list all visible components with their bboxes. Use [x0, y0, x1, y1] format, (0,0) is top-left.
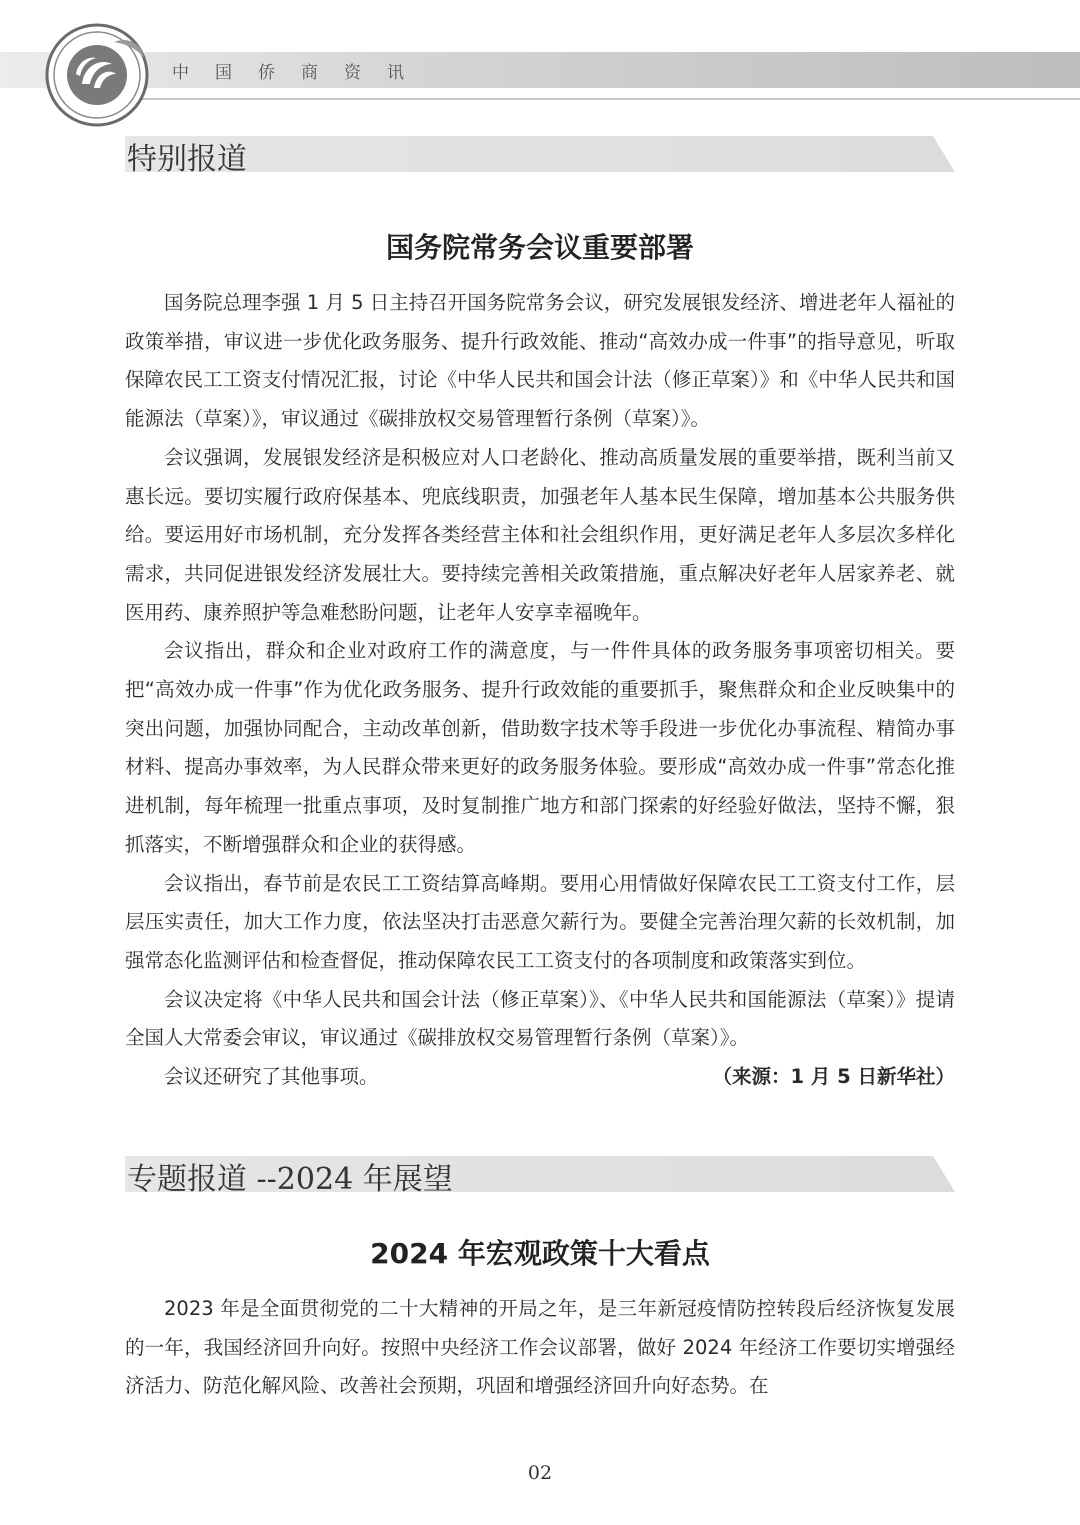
section-bar-special-report	[125, 136, 955, 177]
paragraph: 2023 年是全面贯彻党的二十大精神的开局之年，是三年新冠疫情防控转段后经济恢复发展的一年，我国经济回升向好。按照中央经济工作会议部署，做好 2024 年经济工作要切实增强经济活力、防范化解风险、改善社会预期，巩固和增强经济回升向好态势。在	[125, 1297, 955, 1398]
header-divider	[120, 98, 1080, 100]
paragraph: 会议指出，春节前是农民工工资结算高峰期。要用心用情做好保障农民工工资支付工作，层层压实责任，加大工作力度，依法坚决打击恶意欠薪行为。要健全完善治理欠薪的长效机制，加强常态化监测评估和检查督促，推动保障农民工工资支付的各项制度和政策落实到位。	[125, 871, 955, 972]
paragraph: 国务院总理李强 1 月 5 日主持召开国务院常务会议，研究发展银发经济、增进老年人福祉的政策举措，审议进一步优化政务服务、提升行政效能、推动“高效办成一件事”的指导意见，听取保障农民工工资支付情况汇报，讨论《中华人民共和国会计法（修正草案）》和《中华人民共和国能源法（草案）》，审议通过《碳排放权交易管理暂行条例（草案）》。	[125, 291, 955, 431]
article-title: 国务院常务会议重要部署	[385, 231, 694, 264]
article-title: 2024 年宏观政策十大看点	[370, 1237, 710, 1270]
header-title: 中国侨商资讯	[172, 63, 430, 83]
paragraph: 会议指出，群众和企业对政府工作的满意度，与一件件具体的政务服务事项密切相关。要把“高效办成一件事”作为优化政务服务、提升行政效能的重要抓手，聚焦群众和企业反映集中的突出问题，加强协同配合，主动改革创新，借助数字技术等手段进一步优化办事流程、精简办事材料、提高办事效率，为人民群众带来更好的政务服务体验。要形成“高效办成一件事”常态化推进机制，每年梳理一批重点事项，及时复制推广地方和部门探索的好经验好做法，坚持不懈，狠抓落实，不断增强群众和企业的获得感。	[125, 639, 955, 856]
article-body	[125, 284, 955, 1097]
paragraph: 会议决定将《中华人民共和国会计法（修正草案）》、《中华人民共和国能源法（草案）》提请全国人大常委会审议，审议通过《碳排放权交易管理暂行条例（草案）》。	[125, 987, 955, 1050]
paragraph: 会议强调，发展银发经济是积极应对人口老龄化、推动高质量发展的重要举措，既利当前又惠长远。要切实履行政府保基本、兜底线职责，加强老年人基本民生保障，增加基本公共服务供给。要运用好市场机制，充分发挥各类经营主体和社会组织作用，更好满足老年人多层次多样化需求，共同促进银发经济发展壮大。要持续完善相关政策措施，重点解决好老年人居家养老、就医用药、康养照护等急难愁盼问题，让老年人安享幸福晚年。	[125, 445, 955, 624]
section-bar-feature-report	[125, 1156, 955, 1197]
section-label: 特别报道	[127, 142, 247, 177]
header-band	[0, 52, 1080, 88]
federation-logo	[44, 22, 150, 128]
source-attribution: （来源：1 月 5 日新华社）	[712, 1065, 955, 1089]
closing-line	[125, 1058, 955, 1097]
page-number: 02	[527, 1462, 553, 1484]
article-body	[125, 1290, 955, 1406]
section-label: 专题报道 --2024 年展望	[127, 1162, 453, 1197]
closing-text: 会议还研究了其他事项。	[164, 1065, 379, 1089]
section-bar-background	[125, 136, 955, 172]
